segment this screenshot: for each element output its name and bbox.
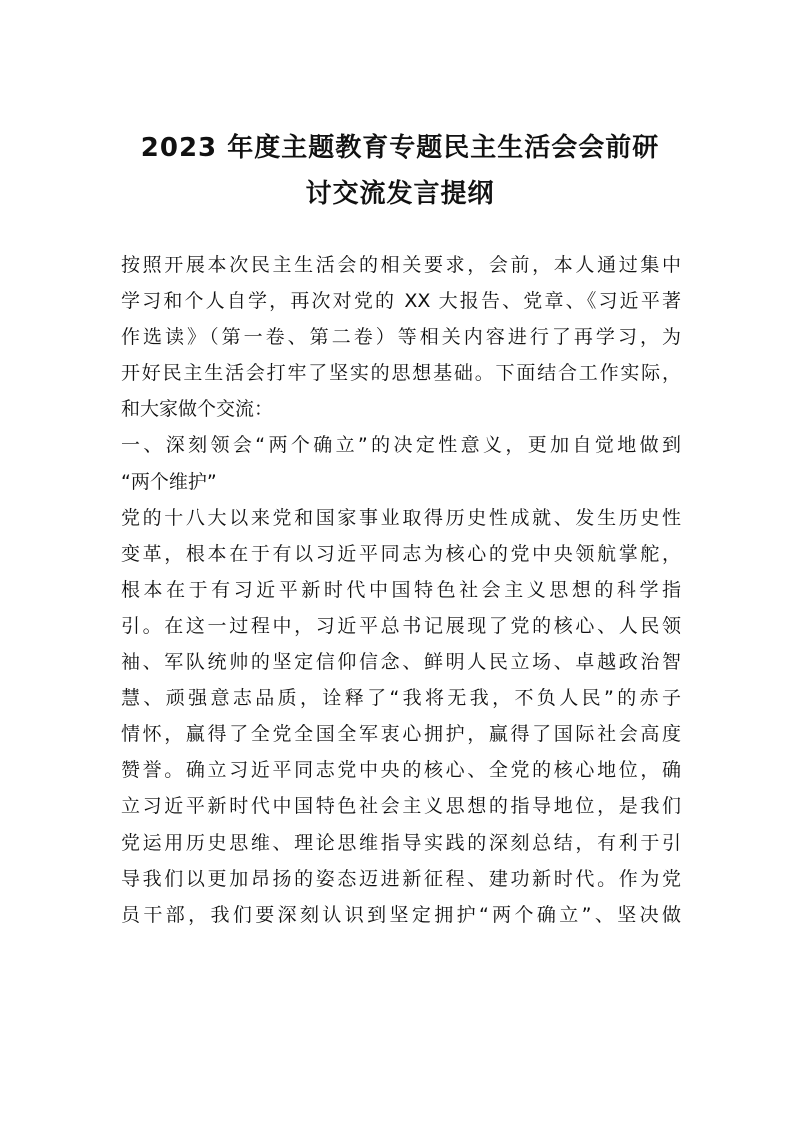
section-body-line: 立习近平新时代中国特色社会主义思想的指导地位，是我们 xyxy=(121,795,681,818)
section-body-line: 根本在于有习近平新时代中国特色社会主义思想的科学指 xyxy=(121,578,681,601)
document-title-line-1: 2023 年度主题教育专题民主生活会会前研 xyxy=(140,133,660,163)
section-body-line: 导我们以更加昂扬的姿态迈进新征程、建功新时代。作为党 xyxy=(121,867,681,890)
section-body-line: 党的十八大以来党和国家事业取得历史性成就、发生历史性 xyxy=(121,506,681,529)
section-body-line: 党运用历史思维、理论思维指导实践的深刻总结，有利于引 xyxy=(121,831,681,854)
section-body-line: 袖、军队统帅的坚定信仰信念、鲜明人民立场、卓越政治智 xyxy=(121,651,681,674)
section-heading-line: 一、深刻领会“两个确立”的决定性意义，更加自觉地做到 xyxy=(121,434,681,457)
section-body-line: 慧、顽强意志品质，诠释了“我将无我，不负人民”的赤子 xyxy=(121,687,681,710)
intro-line: 作选读》（第一卷、第二卷）等相关内容进行了再学习，为 xyxy=(121,326,681,349)
section-heading-line: “两个维护” xyxy=(121,470,217,493)
document-title-line-2: 讨交流发言提纲 xyxy=(305,179,495,209)
document-body xyxy=(121,247,681,933)
intro-line: 按照开展本次民主生活会的相关要求，会前，本人通过集中 xyxy=(121,254,681,276)
section-body-line: 员干部，我们要深刻认识到坚定拥护“两个确立”、坚决做 xyxy=(121,903,681,926)
intro-line: 和大家做个交流： xyxy=(121,398,274,421)
section-body-line: 变革，根本在于有以习近平同志为核心的党中央领航掌舵， xyxy=(121,542,681,565)
intro-line: 学习和个人自学，再次对党的 XX 大报告、党章、《习近平著 xyxy=(121,290,681,313)
section-body-line: 赞誉。确立习近平同志党中央的核心、全党的核心地位，确 xyxy=(121,759,681,782)
section-body-line: 情怀，赢得了全党全国全军衷心拥护，赢得了国际社会高度 xyxy=(121,723,681,746)
intro-line: 开好民主生活会打牢了坚实的思想基础。下面结合工作实际， xyxy=(121,362,681,385)
section-body-line: 引。在这一过程中，习近平总书记展现了党的核心、人民领 xyxy=(121,614,681,637)
